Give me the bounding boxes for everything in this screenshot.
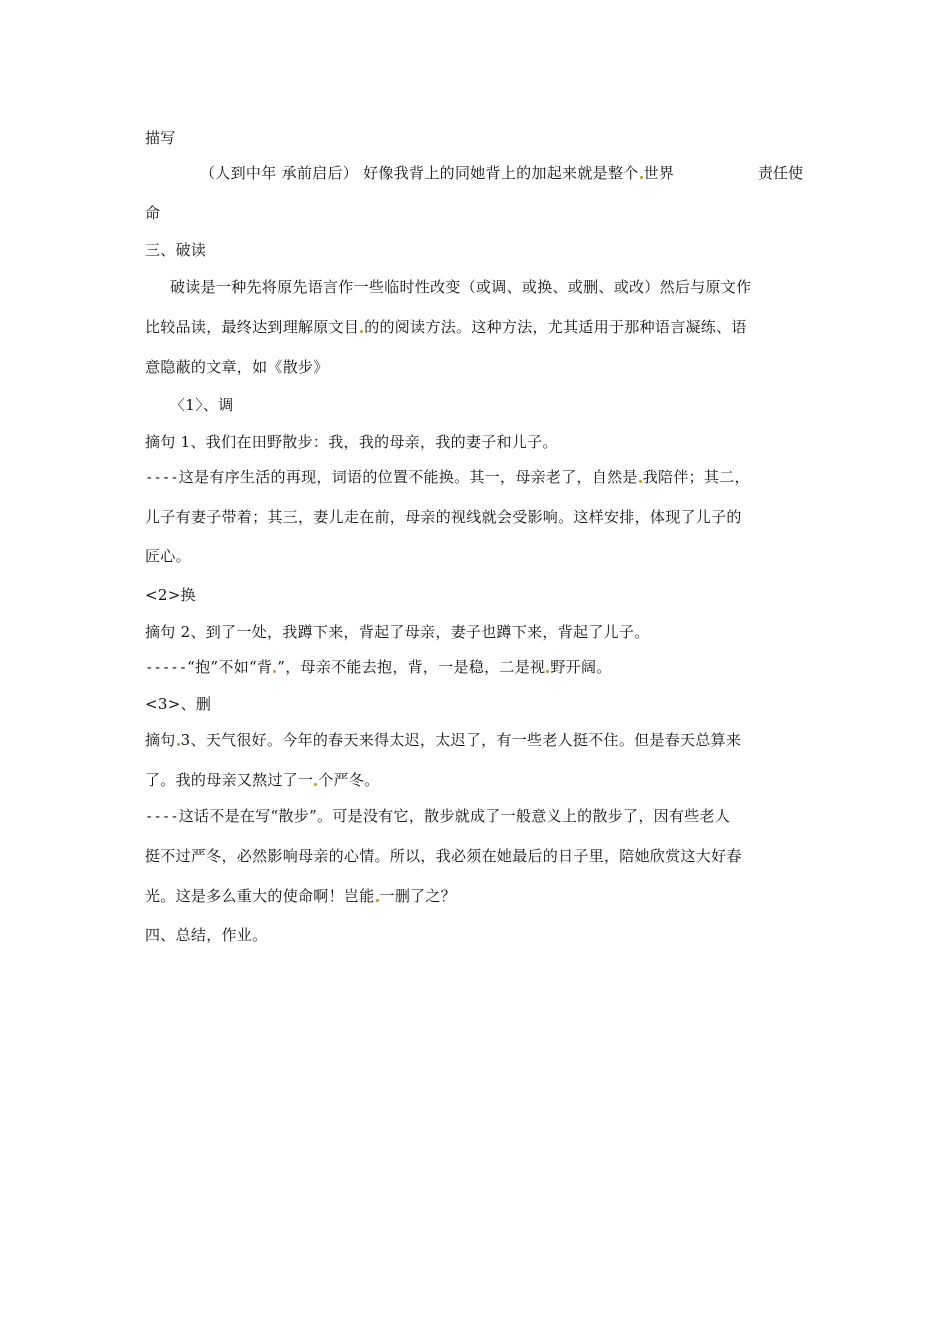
text-line (145, 806, 730, 827)
subsection-heading (145, 694, 211, 714)
line-text: ”，母亲不能去抱，背，一是稳，二是视 (277, 658, 546, 676)
emphasis-dot (546, 670, 549, 673)
emphasis-dot (273, 670, 276, 673)
text-line (145, 317, 747, 337)
subsection-heading (145, 585, 196, 605)
line-text: 摘句 2、到了一处，我蹲下来，背起了母亲，妻子也蹲下来，背起了儿子。 (145, 623, 650, 641)
text-line (145, 432, 558, 452)
text-line (200, 163, 674, 183)
line-text: 野开阔。 (550, 658, 612, 676)
line-text: 摘句 (145, 731, 176, 749)
emphasis-dot (376, 899, 379, 902)
text-line (145, 357, 329, 377)
line-text: 光。这是多么重大的使命啊！岂能 (145, 887, 375, 905)
text-line (145, 886, 456, 906)
text-line (145, 546, 191, 566)
text-line (145, 203, 160, 223)
emphasis-dot (314, 783, 317, 786)
line-text: 挺不过严冬，必然影响母亲的心情。所以，我必须在她最后的日子里，陪她欣赏这大好春 (145, 847, 742, 865)
line-text: <2>换 (145, 586, 196, 604)
text-line (758, 163, 803, 183)
text-line (145, 730, 741, 750)
text-line (145, 128, 176, 148)
line-text: 四、总结，作业。 (145, 926, 268, 944)
emphasis-dot (640, 176, 643, 179)
text-line (170, 277, 751, 297)
line-text: 意隐蔽的文章，如《散步》 (145, 358, 329, 376)
text-line (145, 846, 742, 866)
emphasis-dot (360, 330, 363, 333)
line-text: 比较品读，最终达到理解原文目 (145, 318, 360, 336)
line-text: 责任使 (758, 164, 804, 182)
line-text: 这话不是在写“散步”。可是没有它，散步就成了一般意义上的散步了，因有些老人 (178, 807, 731, 825)
text-line (145, 622, 650, 642)
line-text: 破读是一种先将原先语言作一些临时性改变（或调、或换、或删、或改）然后与原文作 (170, 278, 752, 296)
line-text: 一删了之？ (379, 887, 457, 905)
line-text: 命 (145, 204, 161, 222)
line-text: 3、天气很好。今年的春天来得太迟，太迟了，有一些老人挺不住。但是春天总算来 (180, 731, 742, 749)
line-text: 世界 (643, 164, 675, 182)
line-text: 三、破读 (145, 241, 207, 259)
line-text: 描写 (145, 129, 176, 147)
line-text: 摘句 1、我们在田野散步：我，我的母亲，我的妻子和儿子。 (145, 433, 558, 451)
line-text: （人到中年 承前启后） 好像我背上的同她背上的加起来就是整个 (200, 164, 639, 182)
text-line (145, 770, 380, 790)
section-heading (145, 240, 206, 260)
line-text: <3>、删 (145, 695, 212, 713)
line-text: 这是有序生活的再现，词语的位置不能换。其一，母亲老了，自然是 (178, 468, 638, 486)
text-line (145, 507, 742, 527)
emphasis-dot (639, 480, 642, 483)
emphasis-dot (177, 743, 180, 746)
line-text: 了。我的母亲又熬过了一 (145, 771, 314, 789)
line-text: 个严冬。 (318, 771, 380, 789)
text-line (145, 467, 750, 488)
line-text: 我陪伴；其二， (642, 468, 750, 486)
line-text: 〈1〉、调 (170, 396, 234, 414)
dash-marker: ---- (145, 809, 179, 825)
line-text: 匠心。 (145, 547, 191, 565)
section-heading (145, 925, 267, 945)
subsection-heading (170, 395, 234, 415)
line-text: 的的阅读方法。这种方法，尤其适用于那种语言凝练、语 (364, 318, 747, 336)
dash-marker: ----- (145, 660, 188, 676)
line-text: “抱”不如“背 (187, 658, 273, 676)
text-line (145, 657, 612, 678)
line-text: 儿子有妻子带着；其三，妻儿走在前，母亲的视线就会受影响。这样安排，体现了儿子的 (145, 508, 742, 526)
dash-marker: ---- (145, 470, 179, 486)
